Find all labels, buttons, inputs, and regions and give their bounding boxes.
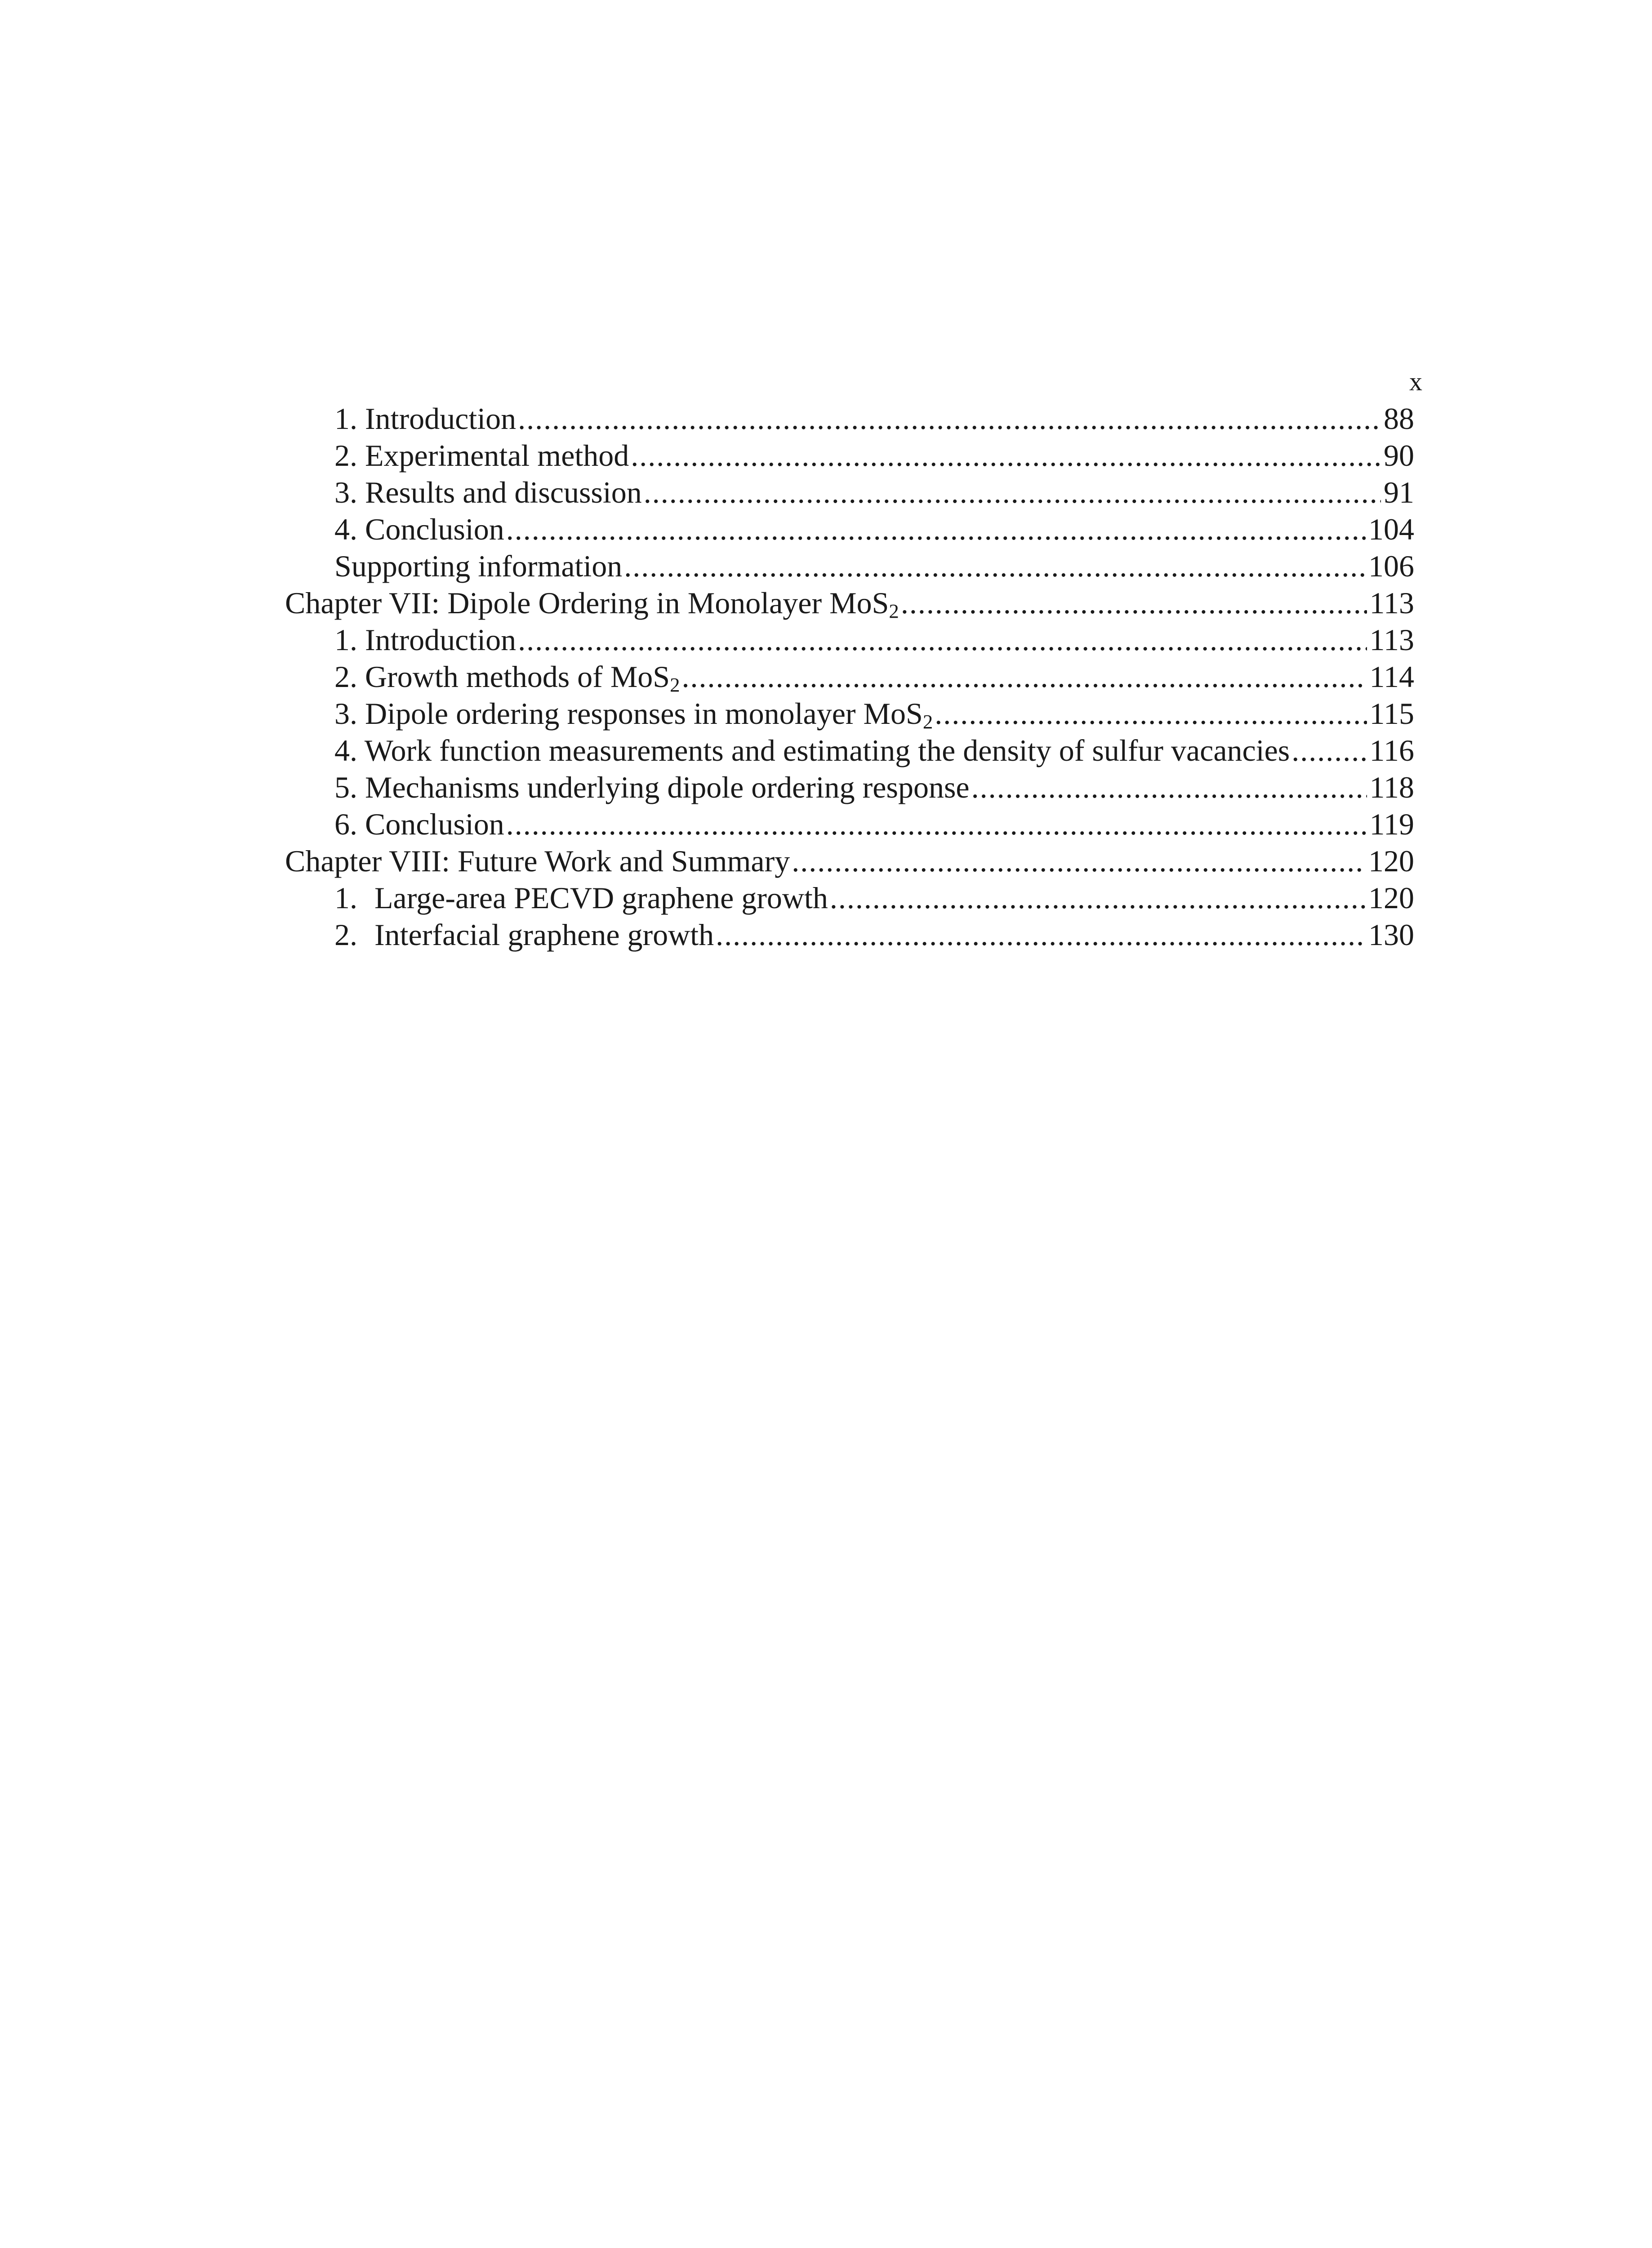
- toc-entry[interactable]: [334, 474, 1414, 511]
- dot-leader: [716, 916, 1366, 953]
- toc-entry-title: 1. Introduction: [334, 623, 517, 657]
- dot-leader: [1291, 732, 1367, 769]
- toc-entry-page: 116: [1369, 733, 1414, 767]
- toc-entry-title: 3. Results and discussion: [334, 475, 642, 509]
- toc-entry[interactable]: [334, 916, 1414, 953]
- toc-entry[interactable]: [334, 621, 1414, 658]
- dot-leader: [506, 806, 1367, 843]
- toc-entry-page: 113: [1369, 586, 1414, 620]
- toc-entry-page: 104: [1368, 512, 1414, 546]
- dot-leader: [624, 548, 1366, 584]
- toc-entry-title: 1. Introduction: [334, 401, 517, 436]
- toc-entry-title: [285, 584, 899, 621]
- toc-entry-page: 114: [1369, 660, 1414, 694]
- dot-leader: [971, 769, 1367, 806]
- toc-entry-page: 130: [1368, 918, 1414, 952]
- toc-entry-title: 2. Experimental method: [334, 438, 629, 473]
- toc-entry[interactable]: [334, 511, 1414, 548]
- dot-leader: [901, 584, 1367, 621]
- toc-entry-title: [334, 695, 933, 732]
- table-of-contents: [285, 400, 1414, 958]
- toc-entry-number: 1.: [334, 881, 357, 915]
- toc-entry[interactable]: [334, 806, 1414, 843]
- toc-entry-title: 5. Mechanisms underlying dipole ordering response: [334, 770, 970, 804]
- toc-entry-page: 91: [1384, 475, 1414, 509]
- dot-leader: [935, 695, 1367, 732]
- toc-entry-page: 120: [1368, 844, 1414, 878]
- dot-leader: [518, 621, 1367, 658]
- toc-entry-title-text: Chapter VII: Dipole Ordering in Monolayer MoS: [285, 586, 889, 620]
- toc-entry-page: 119: [1369, 807, 1414, 841]
- toc-entry[interactable]: [334, 879, 1414, 916]
- toc-entry-page: 115: [1369, 696, 1414, 731]
- dot-leader: [682, 658, 1367, 695]
- toc-entry-title: Chapter VIII: Future Work and Summary: [285, 844, 790, 878]
- toc-chapter-entry[interactable]: [285, 843, 1414, 879]
- dot-leader: [506, 511, 1366, 548]
- toc-entry-title: 4. Conclusion: [334, 512, 504, 546]
- toc-entry-title-text: 3. Dipole ordering responses in monolayer MoS: [334, 696, 923, 731]
- toc-entry-title-text: 2. Growth methods of MoS: [334, 660, 670, 694]
- toc-entry-title: 4. Work function measurements and estimating the density of sulfur vacancies: [334, 733, 1290, 767]
- toc-entry-page: 88: [1384, 401, 1414, 436]
- toc-entry-title-text: Interfacial graphene growth: [374, 918, 714, 952]
- toc-entry[interactable]: [334, 695, 1414, 732]
- toc-entry-title: 6. Conclusion: [334, 807, 504, 841]
- toc-entry-page: 118: [1369, 770, 1414, 804]
- toc-entry[interactable]: [334, 400, 1414, 437]
- toc-entry-title: Supporting information: [334, 549, 623, 583]
- toc-entry[interactable]: [334, 548, 1414, 584]
- toc-entry-page: 90: [1384, 438, 1414, 473]
- toc-entry-number: 2.: [334, 918, 357, 952]
- dot-leader: [631, 437, 1381, 474]
- toc-entry-title: [334, 879, 828, 916]
- subscript: 2: [922, 710, 933, 733]
- toc-entry[interactable]: [334, 658, 1414, 695]
- toc-entry-title-text: Large-area PECVD graphene growth: [374, 881, 828, 915]
- subscript: 2: [670, 673, 680, 696]
- toc-entry-page: 113: [1369, 623, 1414, 657]
- toc-chapter-entry[interactable]: [285, 584, 1414, 621]
- subscript: 2: [889, 599, 899, 622]
- page-number: x: [1409, 367, 1422, 396]
- dot-leader: [830, 879, 1366, 916]
- dot-leader: [792, 843, 1366, 879]
- toc-entry-page: 106: [1368, 549, 1414, 583]
- toc-entry-page: 120: [1368, 881, 1414, 915]
- toc-entry-title: [334, 658, 680, 695]
- toc-entry[interactable]: [334, 732, 1414, 769]
- toc-entry-title: [334, 916, 714, 953]
- dot-leader: [518, 400, 1381, 437]
- toc-entry[interactable]: [334, 769, 1414, 806]
- dot-leader: [644, 474, 1381, 511]
- toc-entry[interactable]: [334, 437, 1414, 474]
